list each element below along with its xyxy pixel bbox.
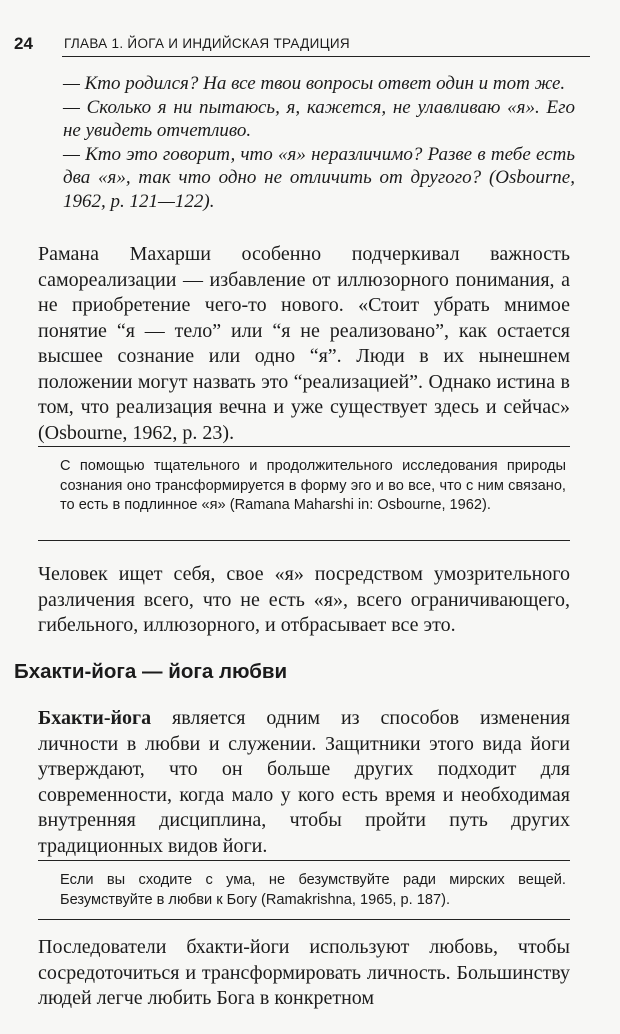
dialogue-line-3: — Кто это говорит, что «я» неразличимо? Разве в тебе есть два «я», так что одно не отличить от другого? (Osbourne, 1962, p. 121—122).	[63, 143, 575, 212]
paragraph-maharshi: Рамана Махарши особенно подчеркивал важность самореализации — избавление от иллюзорного понимания, а не приобретение чего-то нового. «Стоит убрать мнимое понятие “я — тело” или “я не реализовано”, как остается высшее сознание или одно “я”. Люди в их нынешнем положении могут назвать это “реализацией”. Однако истина в том, что реализация вечна и уже существует здесь и сейчас» (Osbourne, 1962, p. 23).	[38, 243, 570, 444]
dialogue-line-1: — Кто родился? На все твои вопросы ответ один и тот же.	[63, 73, 566, 94]
chapter-title: ГЛАВА 1. ЙОГА И ИНДИЙСКАЯ ТРАДИЦИЯ	[64, 36, 350, 51]
dialogue-line-2: — Сколько я ни пытаюсь, я, кажется, не улавливаю «я». Его не увидеть отчетливо.	[63, 96, 575, 141]
bhakti-term: Бхакти-йога	[38, 707, 152, 729]
running-header	[14, 30, 580, 56]
bhakti-text: является одним из способов изменения личности в любви и служении. Защитники этого вида йоги утверждают, что он больше других подходит для современности, когда мало у кого есть время и необходимая внутренняя дисциплина, чтобы пройти путь других традиционных видов йоги.	[38, 707, 570, 857]
boxed-quote-1-text: С помощью тщательного и продолжительного исследования природы сознания оно трансформируется в форму эго и во все, что с ним связано, то есть в подлинное «я» (Ramana Maharshi in: Osbourne, 1962).	[60, 458, 566, 513]
paragraph-seeker: Человек ищет себя, свое «я» посредством умозрительного различения всего, что не есть «я», всего ограничивающего, гибельного, иллюзорного, и отбрасывает все это.	[38, 563, 570, 636]
boxed-quote-ramakrishna	[38, 860, 570, 920]
paragraph-followers: Последователи бхакти-йоги используют любовь, чтобы сосредоточиться и трансформировать личность. Большинству людей легче любить Бога в конкретном	[38, 936, 570, 1009]
boxed-quote-2-text: Если вы сходите с ума, не безумствуйте ради мирских вещей. Безумствуйте в любви к Богу (Ramakrishna, 1965, p. 187).	[60, 872, 566, 908]
header-rule	[62, 56, 590, 57]
section-heading: Бхакти-йога — йога любви	[14, 660, 288, 683]
dialogue-quote	[63, 72, 575, 213]
page-number: 24	[14, 34, 33, 53]
paragraph-bhakti	[38, 706, 570, 859]
boxed-quote-maharshi	[38, 446, 570, 541]
